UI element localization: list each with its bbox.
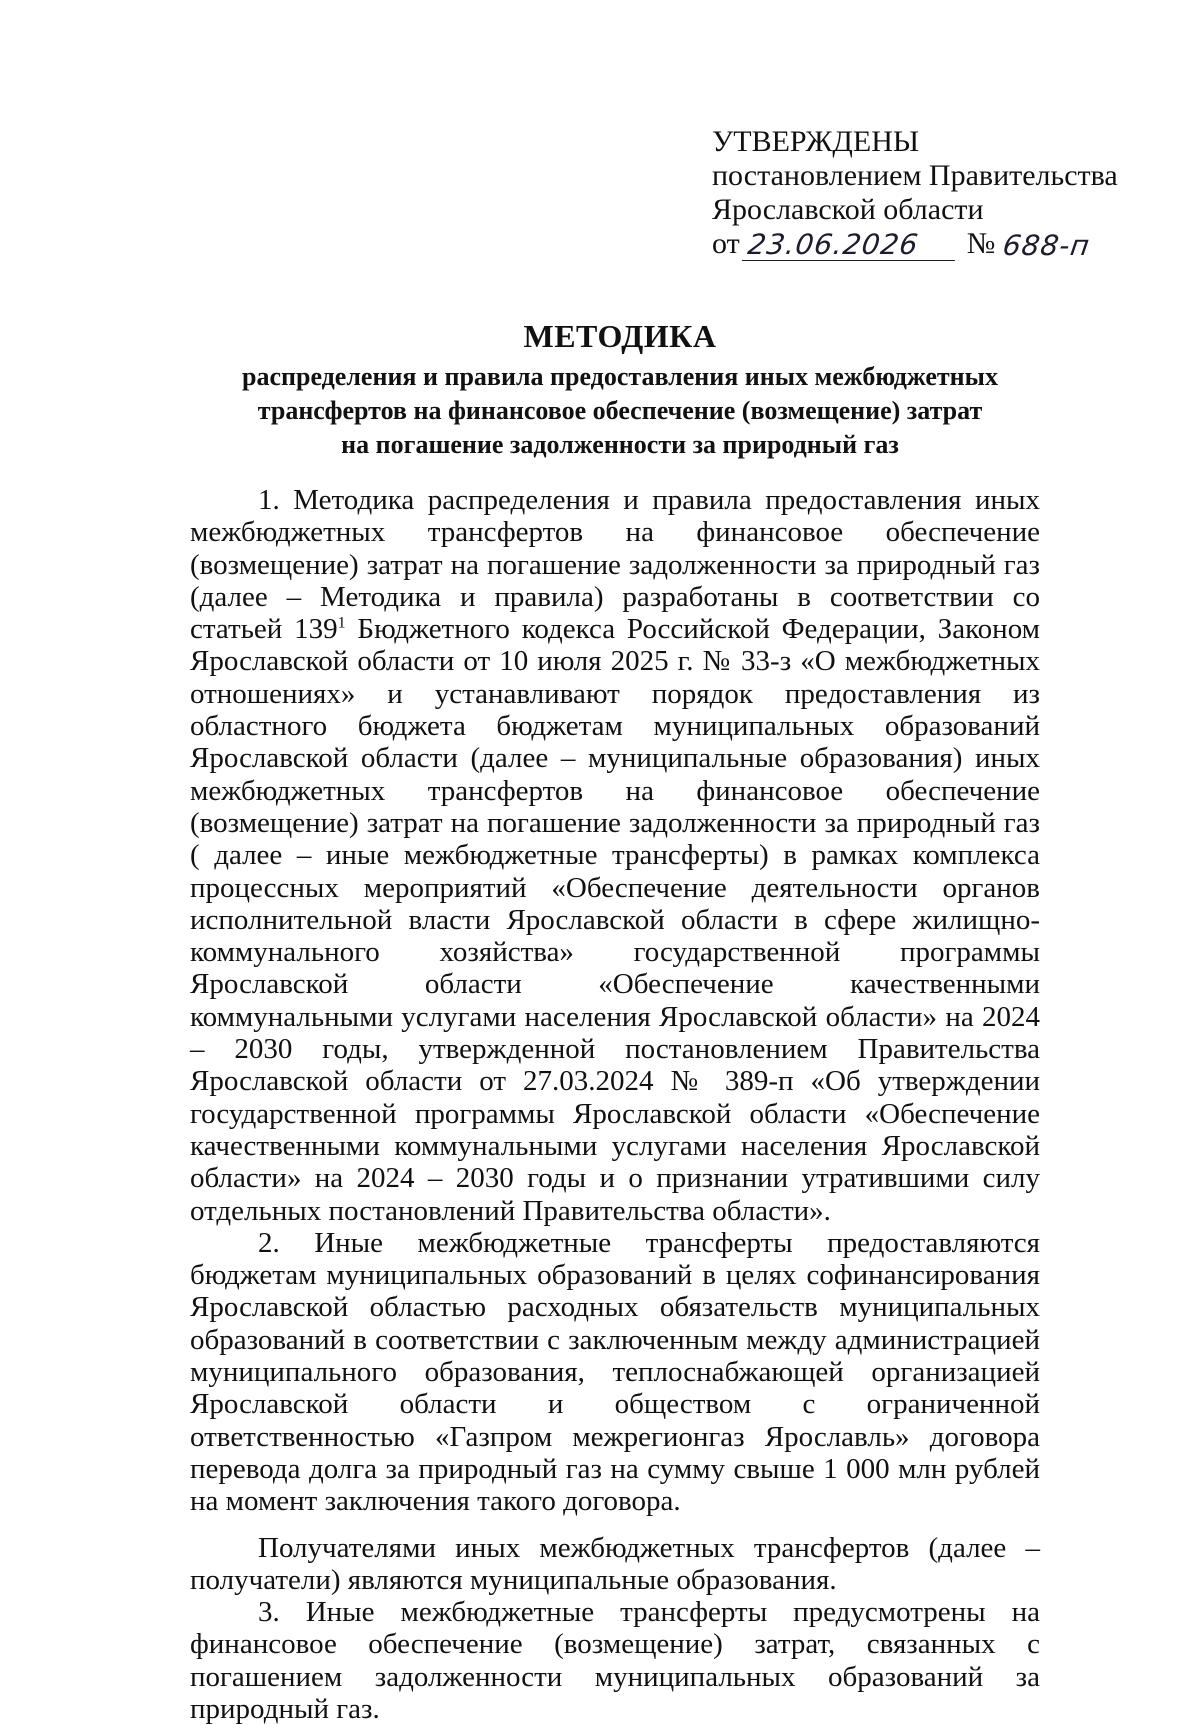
number-prefix: №: [966, 227, 996, 260]
title-line-2: трансфертов на финансовое обеспечение (возмещение) затрат: [257, 396, 983, 425]
title-line-3: на погашение задолженности за природный газ: [341, 430, 899, 459]
title-line-1: распределения и правила предоставления иных межбюджетных: [242, 362, 998, 391]
date-prefix: от: [712, 227, 740, 260]
paragraph-1-text-b: Бюджетного кодекса Российской Федерации, Законом Ярославской области от 10 июля 2025 г. № 33-з «О межбюджетных отношениях» и устанавливают порядок предоставления из областного бюджета бюджетам муниципальных образований Ярославской области (далее – муниципальные образования) иных межбюджетных трансфертов на финансовое обеспечение (возмещение) затрат на погашение задолженности за природный газ ( далее – иные межбюджетные трансферты) в рамках комплекса процессных мероприятий «Обеспечение деятельности органов исполнительной власти Ярославской области в сфере жилищно-коммунального хозяйства» государственной программы Ярославской области «Обеспечение качественными коммунальными услугами населения Ярославской области» на 2024 – 2030 годы, утвержденной постановлением Правительства Ярославской области от 27.03.2024 № 389-п «Об утверждении государственной программы Ярославской области «Обеспечение качественными коммунальными услугами населения Ярославской области» на 2024 – 2030 годы и о признании утратившими силу отдельных постановлений Правительства области».: [190, 613, 1040, 1227]
paragraph-1: [190, 484, 1040, 1227]
approval-block: [712, 125, 1132, 261]
paragraph-1-superscript: 1: [337, 614, 346, 632]
approval-line-resolution: постановлением Правительства: [712, 159, 1118, 192]
paragraph-2-recipients: Получателями иных межбюджетных трансфертов (далее – получатели) являются муниципальные образования.: [190, 1531, 1040, 1596]
document-body: [190, 484, 1040, 1725]
title-subtitle: [190, 360, 1050, 462]
paragraph-1-text-a: 1. Методика распределения и правила предоставления иных межбюджетных трансфертов на финансовое обеспечение (возмещение) затрат на погашение задолженности за природный газ (далее – Методика и правила) разработаны в соответствии со статьей 139: [190, 484, 1040, 646]
document-title: [190, 318, 1050, 462]
paragraph-3: 3. Иные межбюджетные трансферты предусмотрены на финансовое обеспечение (возмещение) затрат, связанных с погашением задолженности муниципальных образований за природный газ.: [190, 1596, 1040, 1725]
handwritten-number: 688-п: [1001, 229, 1093, 262]
approval-date-line: [712, 227, 1132, 261]
approval-line-region: Ярославской области: [712, 193, 984, 226]
paragraph-2: 2. Иные межбюджетные трансферты предоставляются бюджетам муниципальных образований в целях софинансирования Ярославской областью расходных обязательств муниципальных образований в соответствии с заключенным между администрацией муниципального образования, теплоснабжающей организацией Ярославской области и обществом с ограниченной ответственностью «Газпром межрегионгаз Ярославль» договора перевода долга за природный газ на сумму свыше 1 000 млн рублей на момент заключения такого договора.: [190, 1226, 1040, 1518]
handwritten-date: 23.06.2026: [742, 230, 959, 261]
title-main: МЕТОДИКА: [523, 318, 717, 354]
approval-heading: УТВЕРЖДЕНЫ: [712, 125, 920, 158]
